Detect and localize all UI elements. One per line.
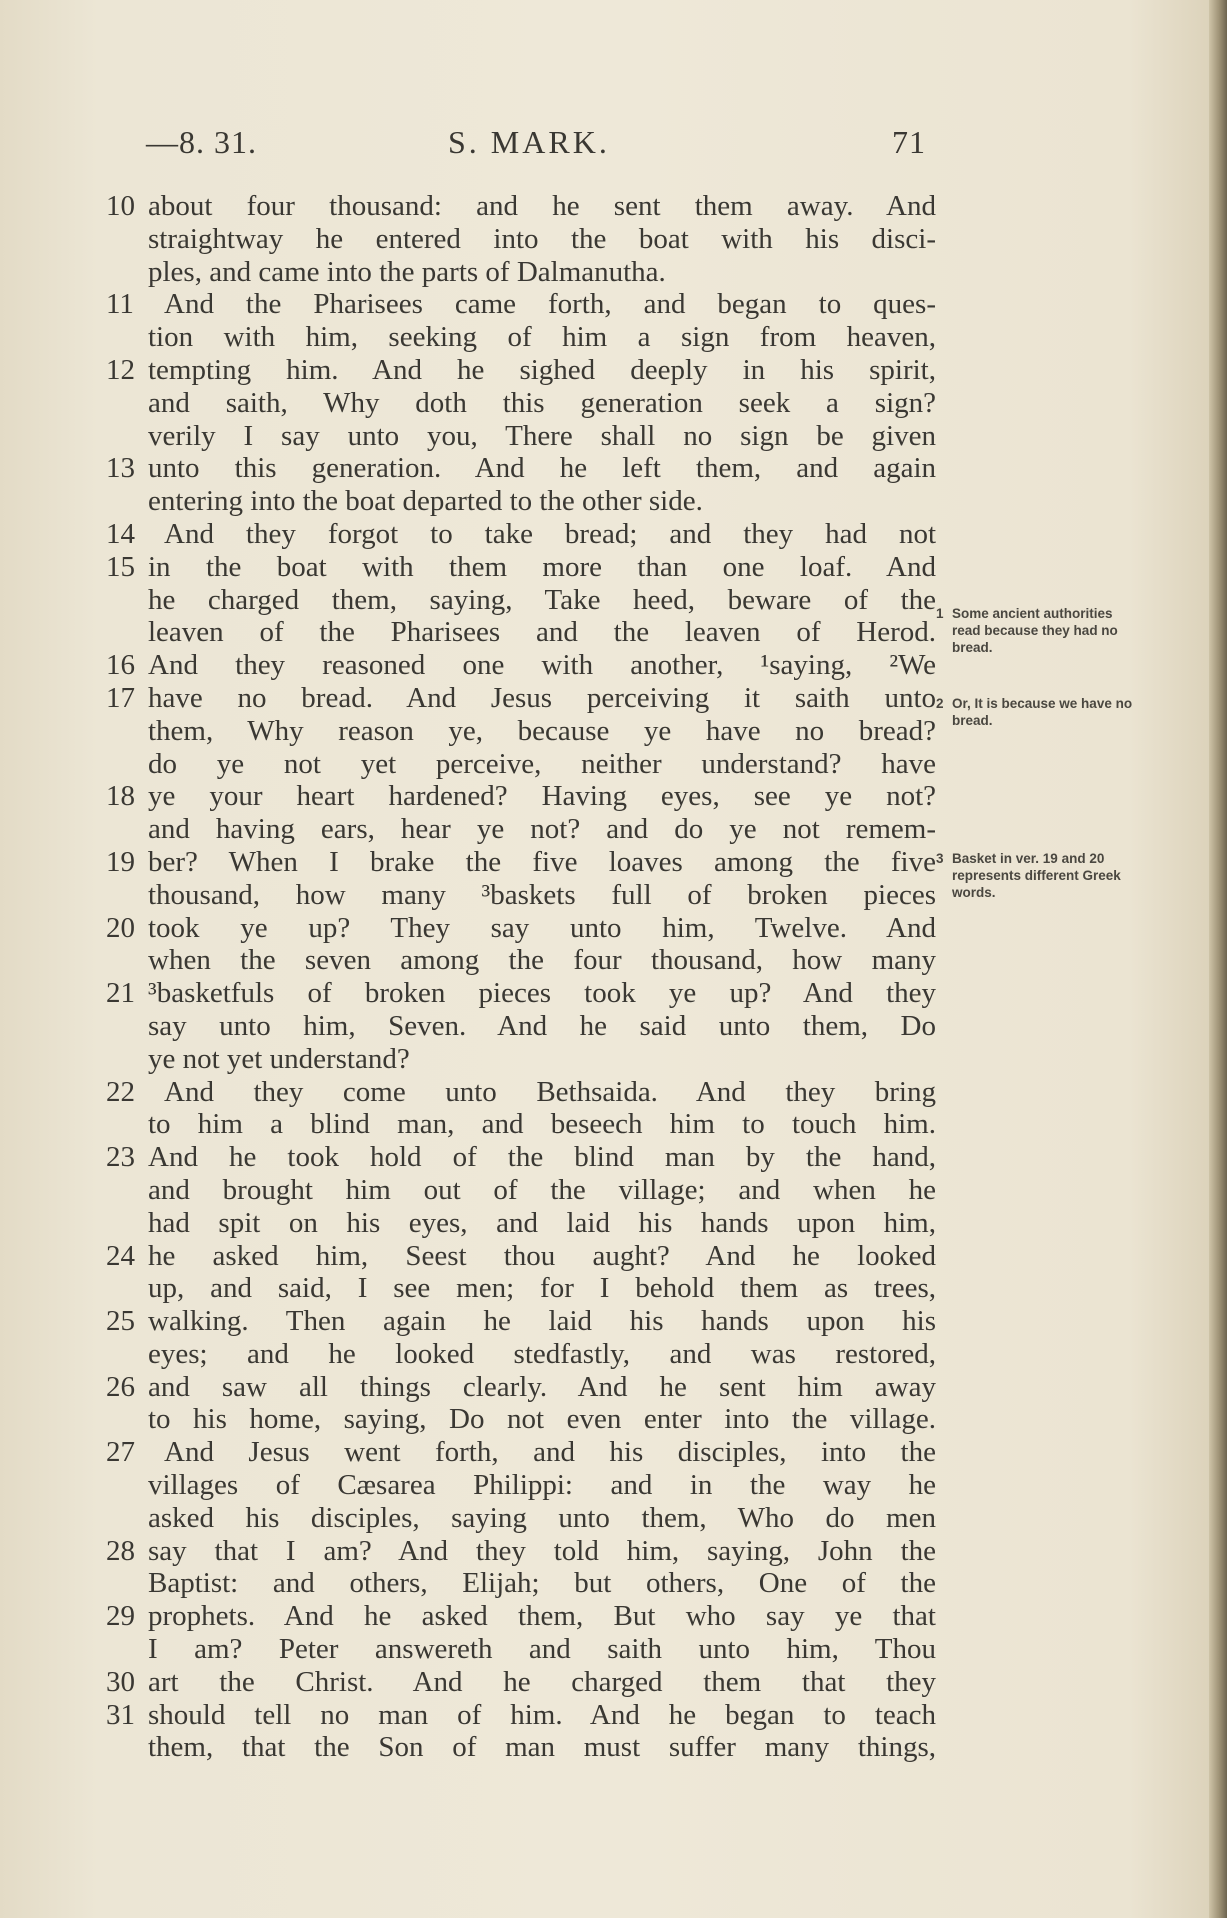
line-text: eyes; and he looked stedfastly, and was restored,: [148, 1337, 936, 1370]
text-line: [106, 354, 936, 387]
line-text: And he took hold of the blind man by the hand,: [148, 1141, 936, 1174]
line-text: and having ears, hear ye not? and do ye not remem-: [148, 813, 936, 846]
verse-number: 25: [106, 1305, 135, 1338]
line-text: verily I say unto you, There shall no sign be given: [148, 419, 936, 452]
verse-number: 31: [106, 1698, 135, 1731]
verse-number: 21: [106, 977, 135, 1010]
verse-number: 12: [106, 353, 135, 386]
line-text: up, and said, I see men; for I behold them as trees,: [148, 1272, 936, 1305]
line-text: and saw all things clearly. And he sent him away: [148, 1370, 936, 1403]
text-line: [106, 1403, 936, 1436]
line-text: And they reasoned one with another, ¹saying, ²We: [148, 649, 936, 682]
line-text: art the Christ. And he charged them that they: [148, 1665, 936, 1698]
verse-number: 29: [106, 1600, 135, 1633]
text-line: [106, 780, 936, 813]
line-text: he asked him, Seest thou aught? And he looked: [148, 1239, 936, 1272]
text-line: [106, 649, 936, 682]
verse-number: 28: [106, 1534, 135, 1567]
line-text: asked his disciples, saying unto them, Who do men: [148, 1501, 936, 1534]
text-line: [106, 1076, 936, 1109]
line-text: ples, and came into the parts of Dalmanutha.: [148, 255, 666, 288]
note-number: 1: [936, 606, 944, 621]
line-text: ber? When I brake the five loaves among the five: [148, 845, 936, 878]
text-line: [106, 387, 936, 420]
text-line: [106, 452, 936, 485]
verse-number: 20: [106, 911, 135, 944]
text-line: [106, 1502, 936, 1535]
line-text: straightway he entered into the boat with his disci-: [148, 222, 936, 255]
line-text: And the Pharisees came forth, and began to ques-: [164, 288, 936, 321]
text-line: [106, 551, 936, 584]
text-line: [106, 584, 936, 617]
verse-number: 19: [106, 845, 135, 878]
verse-number: 23: [106, 1141, 135, 1174]
verse-number: 22: [106, 1075, 135, 1108]
line-text: and saith, Why doth this generation seek a sign?: [148, 386, 936, 419]
line-text: ye your heart hardened? Having eyes, see ye not?: [148, 780, 936, 813]
text-line: [106, 1436, 936, 1469]
line-text: them, Why reason ye, because ye have no bread?: [148, 714, 936, 747]
text-line: [106, 616, 936, 649]
line-text: took ye up? They say unto him, Twelve. And: [148, 911, 936, 944]
verse-number: 30: [106, 1665, 135, 1698]
line-text: say that I am? And they told him, saying, John the: [148, 1534, 936, 1567]
line-text: unto this generation. And he left them, and again: [148, 452, 936, 485]
text-line: [106, 1338, 936, 1371]
note-text: Some ancient authorities read because they had no bread.: [952, 606, 1118, 655]
line-text: ye not yet understand?: [148, 1042, 410, 1075]
line-text: And they come unto Bethsaida. And they bring: [164, 1075, 936, 1108]
text-line: [106, 879, 936, 912]
text-line: [106, 1010, 936, 1043]
line-text: thousand, how many ³baskets full of broken pieces: [148, 878, 936, 911]
line-text: about four thousand: and he sent them away. And: [148, 190, 936, 222]
verse-number: 15: [106, 550, 135, 583]
page-edge: [1209, 0, 1227, 1918]
line-text: ³basketfuls of broken pieces took ye up? And they: [148, 977, 936, 1010]
text-line: [106, 748, 936, 781]
header-reference: —8. 31.: [146, 124, 257, 160]
note-number: 2: [936, 696, 944, 711]
line-text: And Jesus went forth, and his disciples, into the: [164, 1436, 936, 1469]
verse-number: 27: [106, 1436, 135, 1469]
text-line: [106, 846, 936, 879]
text-line: [106, 813, 936, 846]
text-line: [106, 1141, 936, 1174]
line-text: entering into the boat departed to the other side.: [148, 485, 703, 518]
text-line: [106, 321, 936, 354]
line-text: prophets. And he asked them, But who say ye that: [148, 1600, 936, 1633]
text-line: [106, 1731, 936, 1764]
text-line: [106, 682, 936, 715]
text-line: [106, 1305, 936, 1338]
text-line: [106, 1666, 936, 1699]
text-line: [106, 1535, 936, 1568]
line-text: and brought him out of the village; and when he: [148, 1173, 936, 1206]
verse-number: 14: [106, 517, 135, 550]
scripture-text: [106, 190, 936, 1764]
verse-number: 16: [106, 649, 135, 682]
text-line: [106, 1240, 936, 1273]
line-text: I am? Peter answereth and saith unto him, Thou: [148, 1633, 936, 1666]
line-text: he charged them, saying, Take heed, beware of the: [148, 583, 936, 616]
verse-number: 17: [106, 681, 135, 714]
text-line: [106, 1633, 936, 1666]
text-line: [106, 944, 936, 977]
line-text: in the boat with them more than one loaf. And: [148, 550, 936, 583]
line-text: say unto him, Seven. And he said unto them, Do: [148, 1009, 936, 1042]
line-text: leaven of the Pharisees and the leaven of Herod.: [148, 616, 936, 649]
line-text: do ye not yet perceive, neither understand? have: [148, 747, 936, 780]
verse-number: 10: [106, 190, 135, 222]
line-text: villages of Cæsarea Philippi: and in the way he: [148, 1469, 936, 1502]
note-text: Or, It is because we have no bread.: [952, 696, 1133, 728]
text-line: [106, 1207, 936, 1240]
text-line: [106, 1600, 936, 1633]
verse-number: 13: [106, 452, 135, 485]
line-text: have no bread. And Jesus perceiving it saith unto: [148, 681, 936, 714]
text-line: [106, 1174, 936, 1207]
text-line: [106, 485, 936, 518]
verse-number: 11: [106, 288, 134, 321]
line-text: walking. Then again he laid his hands upon his: [148, 1305, 936, 1338]
note-number: 3: [936, 851, 944, 866]
text-line: [106, 1108, 936, 1141]
header-book-title: S. MARK.: [448, 124, 610, 160]
line-text: And they forgot to take bread; and they had not: [164, 517, 936, 550]
running-header: [0, 124, 1200, 174]
verse-number: 24: [106, 1239, 135, 1272]
text-line: [106, 256, 936, 289]
text-line: [106, 190, 936, 223]
text-line: [106, 1371, 936, 1404]
text-line: [106, 912, 936, 945]
verse-number: 26: [106, 1370, 135, 1403]
line-text: had spit on his eyes, and laid his hands upon him,: [148, 1206, 936, 1239]
text-line: [106, 1699, 936, 1732]
text-line: [106, 1043, 936, 1076]
line-text: when the seven among the four thousand, how many: [148, 944, 936, 977]
text-line: [106, 288, 936, 321]
line-text: should tell no man of him. And he began to teach: [148, 1698, 936, 1731]
text-line: [106, 1567, 936, 1600]
note-text: Basket in ver. 19 and 20 represents different Greek words.: [952, 851, 1121, 900]
text-line: [106, 715, 936, 748]
page-number: 71: [892, 124, 926, 160]
text-line: [106, 977, 936, 1010]
line-text: tion with him, seeking of him a sign from heaven,: [148, 321, 936, 354]
text-line: [106, 1469, 936, 1502]
line-text: tempting him. And he sighed deeply in his spirit,: [148, 353, 936, 386]
line-text: to him a blind man, and beseech him to touch him.: [148, 1108, 936, 1141]
verse-number: 18: [106, 780, 135, 813]
text-line: [106, 420, 936, 453]
text-line: [106, 223, 936, 256]
line-text: to his home, saying, Do not even enter into the village.: [148, 1403, 936, 1436]
text-line: [106, 1272, 936, 1305]
line-text: them, that the Son of man must suffer many things,: [148, 1731, 936, 1764]
line-text: Baptist: and others, Elijah; but others, One of the: [148, 1567, 936, 1600]
text-line: [106, 518, 936, 551]
